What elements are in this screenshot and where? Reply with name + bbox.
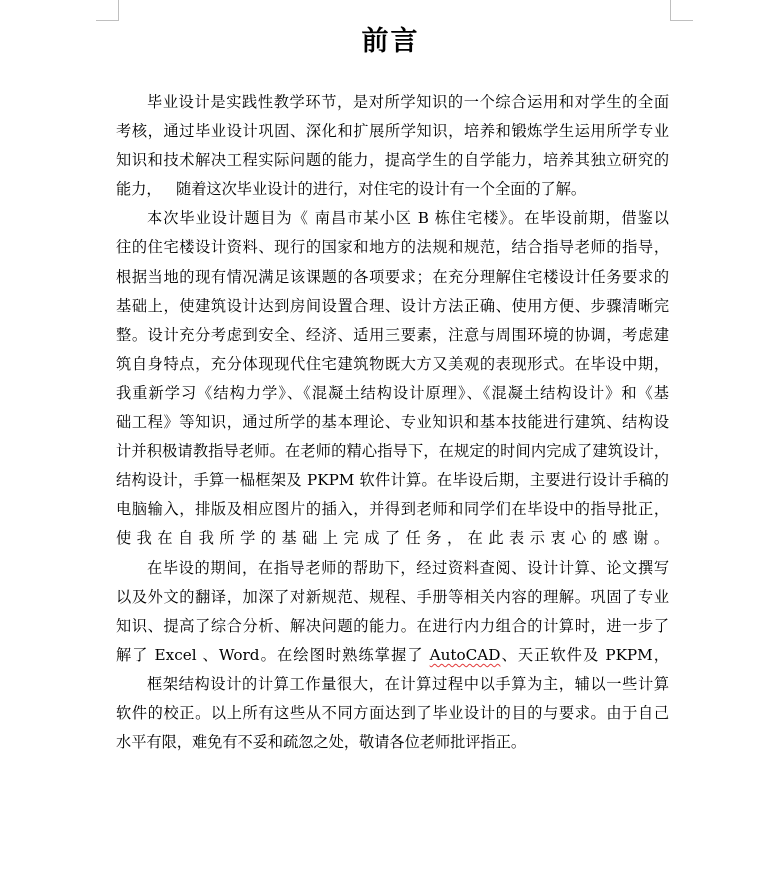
paragraph-3-line-4: [116, 641, 669, 670]
paragraph-2-line-7: 我重新学习《结构力学》、《混凝土结构设计原理》、《混凝土结构设计》和《基: [116, 383, 669, 402]
paragraph-2-line-12: 使我在自我所学的基础上完成了任务，在此表示衷心的感谢。: [116, 529, 669, 548]
spellcheck-marked-word: AutoCAD: [429, 645, 501, 664]
paragraph-2-line-6: 筑自身特点，充分体现现代住宅建筑物既大方又美观的表现形式。在毕设中期，: [116, 354, 669, 373]
page-corner-mark-right: [670, 0, 693, 21]
page-title: 前言: [361, 26, 420, 57]
paragraph-2-line-5: 整。设计充分考虑到安全、经济、适用三要素，注意与周围环境的协调，考虑建: [116, 325, 669, 344]
paragraph-3-line-4-after: 、天正软件及 PKPM，: [500, 645, 669, 664]
paragraph-3-line-1: 在毕设的期间，在指导老师的帮助下，经过资料查阅、设计计算、论文撰写: [147, 558, 669, 577]
paragraph-2-line-1: 本次毕业设计题目为《 南昌市某小区 B 栋住宅楼》。在毕设前期，借鉴以: [147, 209, 669, 228]
paragraph-1-line-1: 毕业设计是实践性教学环节，是对所学知识的一个综合运用和对学生的全面: [147, 93, 669, 111]
paragraph-2-line-9: 计并积极请教指导老师。在老师的精心指导下，在规定的时间内完成了建筑设计，: [116, 442, 669, 461]
paragraph-4-line-3: 水平有限，难免有不妥和疏忽之处，敬请各位老师批评指正。: [116, 733, 527, 752]
paragraph-4-line-2: 软件的校正。以上所有这些从不同方面达到了毕业设计的目的与要求。由于自己: [116, 703, 669, 722]
paragraph-2-line-11: 电脑输入，排版及相应图片的插入，并得到老师和同学们在毕设中的指导批正，: [116, 500, 669, 519]
paragraph-2-line-10: 结构设计，手算一榀框架及 PKPM 软件计算。在毕设后期，主要进行设计手稿的: [116, 471, 669, 490]
paragraph-3-line-3: 知识、提高了综合分析、解决问题的能力。在进行内力组合的计算时，进一步了: [116, 616, 669, 635]
paragraph-2-line-2: 往的住宅楼设计资料、现行的国家和地方的法规和规范，结合指导老师的指导，: [116, 238, 669, 257]
paragraph-3-line-4-before: 解了 Excel 、Word。在绘图时熟练掌握了: [116, 645, 430, 664]
paragraph-1-line-4: 能力， 随着这次毕业设计的进行，对住宅的设计有一个全面的了解。: [116, 180, 587, 199]
paragraph-4-line-1: 框架结构设计的计算工作量很大，在计算过程中以手算为主，辅以一些计算: [147, 674, 669, 693]
paragraph-2-line-4: 基础上，使建筑设计达到房间设置合理、设计方法正确、使用方便、步骤清晰完: [116, 296, 669, 315]
paragraph-1-line-2: 考核，通过毕业设计巩固、深化和扩展所学知识，培养和锻炼学生运用所学专业: [116, 122, 669, 141]
paragraph-3-line-2: 以及外文的翻译，加深了对新规范、规程、手册等相关内容的理解。巩固了专业: [116, 587, 669, 606]
document-body: [116, 88, 669, 757]
paragraph-2-line-3: 根据当地的现有情况满足该课题的各项要求；在充分理解住宅楼设计任务要求的: [116, 267, 669, 286]
paragraph-2-line-8: 础工程》等知识，通过所学的基本理论、专业知识和基本技能进行建筑、结构设: [116, 413, 669, 432]
page-corner-mark-left: [96, 0, 119, 21]
paragraph-1-line-3: 知识和技术解决工程实际问题的能力，提高学生的自学能力，培养其独立研究的: [116, 151, 669, 170]
